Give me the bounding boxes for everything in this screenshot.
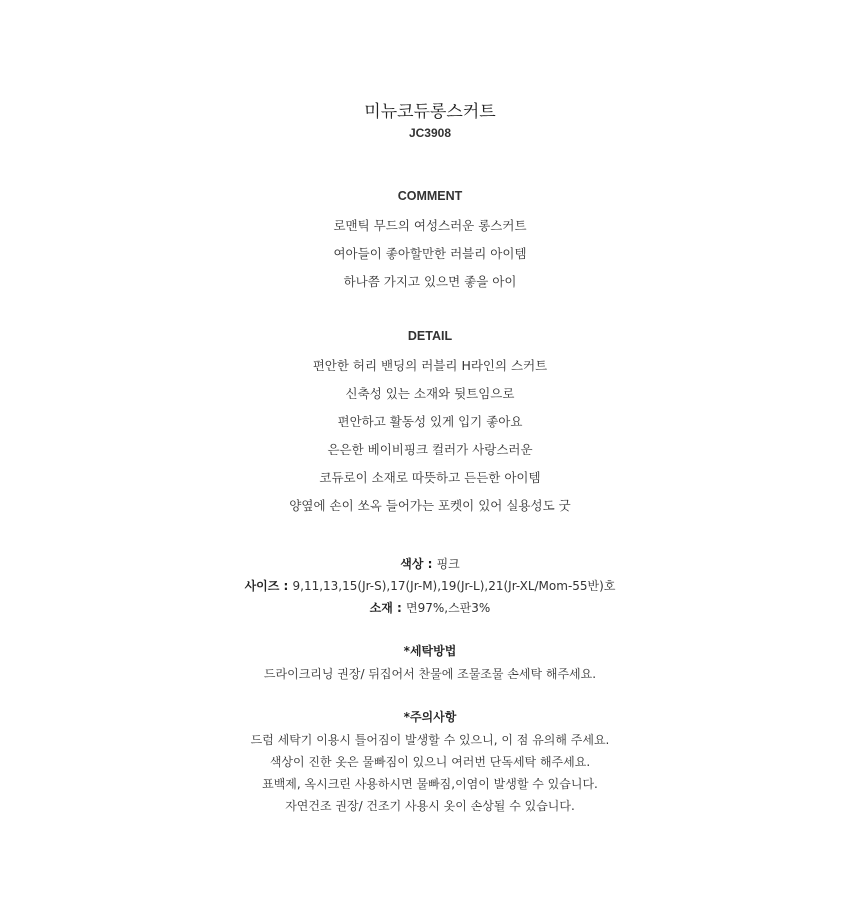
detail-heading: DETAIL [407, 329, 453, 343]
comment-heading: COMMENT [397, 189, 463, 203]
caution-line: 색상이 진한 옷은 물빠짐이 있으니 여러번 단독세탁 해주세요. [269, 755, 591, 769]
detail-line: 은은한 베이비핑크 컬러가 사랑스러운 [327, 442, 533, 457]
spec-color [0, 555, 860, 572]
product-title: 미뉴코듀롱스커트 [364, 102, 496, 122]
detail-line: 코듀로이 소재로 따뜻하고 든든한 아이템 [319, 470, 541, 485]
washing-heading: *세탁방법 [403, 644, 457, 658]
detail-line: 양옆에 손이 쏘옥 들어가는 포켓이 있어 실용성도 굿 [289, 498, 571, 513]
spec-color-label: 색상 : [400, 557, 437, 571]
spec-material-label: 소재 : [369, 601, 407, 615]
caution-line: 드럼 세탁기 이용시 틀어짐이 발생할 수 있으니, 이 점 유의해 주세요. [250, 733, 610, 747]
spec-size-label: 사이즈 : [244, 579, 293, 593]
caution-heading: *주의사항 [403, 710, 457, 724]
comment-line: 여아들이 좋아할만한 러블리 아이템 [333, 246, 527, 261]
caution-line: 자연건조 권장/ 건조기 사용시 옷이 손상될 수 있습니다. [285, 799, 575, 813]
spec-material-value: 면97%,스판3% [406, 601, 491, 615]
product-code: JC3908 [408, 126, 452, 140]
spec-material [0, 599, 860, 616]
spec-color-value: 핑크 [436, 557, 460, 571]
comment-line: 하나쯤 가지고 있으면 좋을 아이 [343, 274, 517, 289]
detail-line: 편안한 허리 밴딩의 러블리 H라인의 스커트 [312, 358, 548, 373]
spec-size [0, 577, 860, 594]
spec-size-value: 9,11,13,15(Jr-S),17(Jr-M),19(Jr-L),21(Jr-XL/Mom-55반)호 [292, 579, 616, 593]
washing-line: 드라이크리닝 권장/ 뒤집어서 찬물에 조물조물 손세탁 해주세요. [263, 667, 597, 681]
comment-line: 로맨틱 무드의 여성스러운 롱스커트 [333, 218, 527, 233]
detail-line: 편안하고 활동성 있게 입기 좋아요 [337, 414, 523, 429]
detail-line: 신축성 있는 소재와 뒷트임으로 [345, 386, 515, 401]
caution-line: 표백제, 옥시크린 사용하시면 물빠짐,이염이 발생할 수 있습니다. [262, 777, 598, 791]
